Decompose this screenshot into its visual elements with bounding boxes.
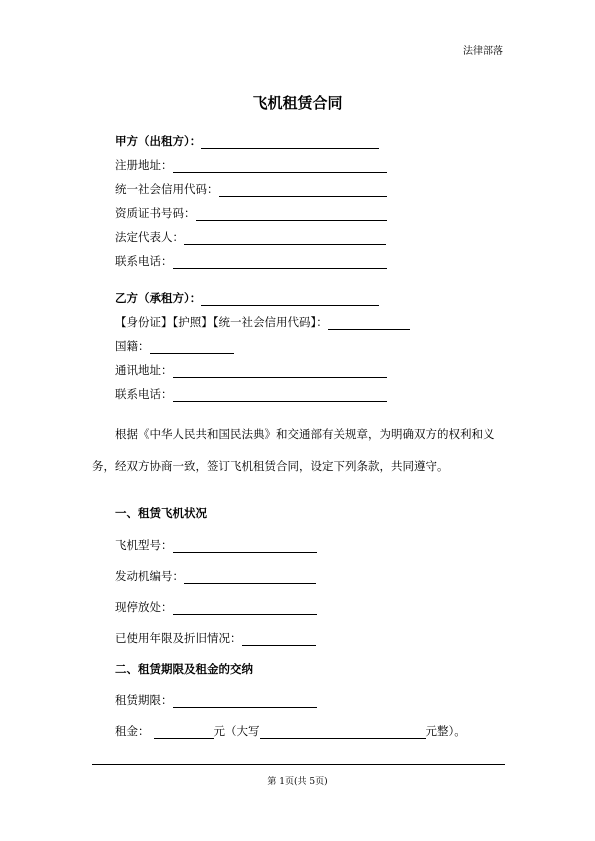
header-brand: 法律部落 bbox=[463, 46, 503, 57]
party-a-certificate-row bbox=[115, 205, 387, 221]
party-b-address-line[interactable] bbox=[173, 363, 387, 378]
party-b-nationality-line[interactable] bbox=[150, 339, 234, 354]
party-a-credit-code-line[interactable] bbox=[219, 182, 387, 197]
field-label: 联系电话： bbox=[115, 387, 173, 401]
party-b-phone-line[interactable] bbox=[173, 387, 387, 402]
rent-label: 租金： bbox=[115, 724, 150, 738]
party-a-certificate-line[interactable] bbox=[196, 206, 387, 221]
party-b-name-line[interactable] bbox=[201, 291, 379, 306]
party-a-name-line[interactable] bbox=[201, 134, 379, 149]
section-2-title: 二、租赁期限及租金的交纳 bbox=[115, 662, 253, 676]
aircraft-model-row bbox=[115, 537, 317, 553]
field-label: 资质证书号码： bbox=[115, 206, 196, 220]
party-a-representative-line[interactable] bbox=[184, 230, 386, 245]
lease-term-line[interactable] bbox=[173, 693, 317, 708]
party-b-heading-row bbox=[115, 290, 379, 306]
document-title: 飞机租赁合同 bbox=[252, 94, 343, 112]
party-a-representative-row bbox=[115, 229, 386, 245]
party-b-nationality-row bbox=[115, 338, 234, 354]
rent-capital-amount-line[interactable] bbox=[260, 724, 426, 739]
field-label: 通讯地址： bbox=[115, 363, 173, 377]
usage-depreciation-line[interactable] bbox=[242, 631, 316, 646]
field-label: 法定代表人： bbox=[115, 230, 184, 244]
party-b-id-line[interactable] bbox=[328, 315, 410, 330]
intro-line-2: 务，经双方协商一致，签订飞机租赁合同，设定下列条款，共同遵守。 bbox=[92, 459, 449, 473]
field-label: 注册地址： bbox=[115, 158, 173, 172]
party-a-credit-code-row bbox=[115, 181, 387, 197]
party-a-address-row bbox=[115, 157, 387, 173]
intro-line-1: 根据《中华人民共和国民法典》和交通部有关规章，为明确双方的权利和义 bbox=[115, 427, 495, 441]
engine-number-line[interactable] bbox=[184, 569, 316, 584]
usage-depreciation-row bbox=[115, 630, 316, 646]
party-b-id-types: 【身份证】【护照】【统一社会信用代码】： bbox=[115, 315, 328, 329]
rent-mid-text: 元（大写 bbox=[213, 724, 260, 738]
rent-end-text: 元整）。 bbox=[425, 724, 466, 738]
field-label: 现停放处： bbox=[115, 600, 173, 614]
field-label: 已使用年限及折旧情况： bbox=[115, 631, 242, 645]
party-a-phone-line[interactable] bbox=[173, 254, 387, 269]
parking-location-row bbox=[115, 599, 317, 615]
parking-location-line[interactable] bbox=[173, 600, 317, 615]
party-a-heading: 甲方（出租方）： bbox=[115, 134, 202, 148]
party-b-id-row bbox=[115, 314, 410, 330]
party-b-address-row bbox=[115, 362, 387, 378]
field-label: 租赁期限： bbox=[115, 693, 173, 707]
party-a-address-line[interactable] bbox=[173, 158, 387, 173]
field-label: 统一社会信用代码： bbox=[115, 182, 219, 196]
party-b-heading: 乙方（承租方）： bbox=[115, 291, 202, 305]
field-label: 飞机型号： bbox=[115, 538, 173, 552]
engine-number-row bbox=[115, 568, 316, 584]
footer-divider bbox=[92, 764, 505, 765]
page-number: 第 1页(共 5页) bbox=[267, 777, 328, 787]
aircraft-model-line[interactable] bbox=[173, 538, 317, 553]
rent-row bbox=[115, 723, 466, 739]
rent-amount-line[interactable] bbox=[154, 724, 214, 739]
party-a-phone-row bbox=[115, 253, 387, 269]
field-label: 国籍： bbox=[115, 339, 150, 353]
section-1-title: 一、租赁飞机状况 bbox=[115, 506, 207, 520]
field-label: 联系电话： bbox=[115, 254, 173, 268]
party-b-phone-row bbox=[115, 386, 387, 402]
field-label: 发动机编号： bbox=[115, 569, 184, 583]
lease-term-row bbox=[115, 692, 317, 708]
party-a-heading-row bbox=[115, 133, 379, 149]
